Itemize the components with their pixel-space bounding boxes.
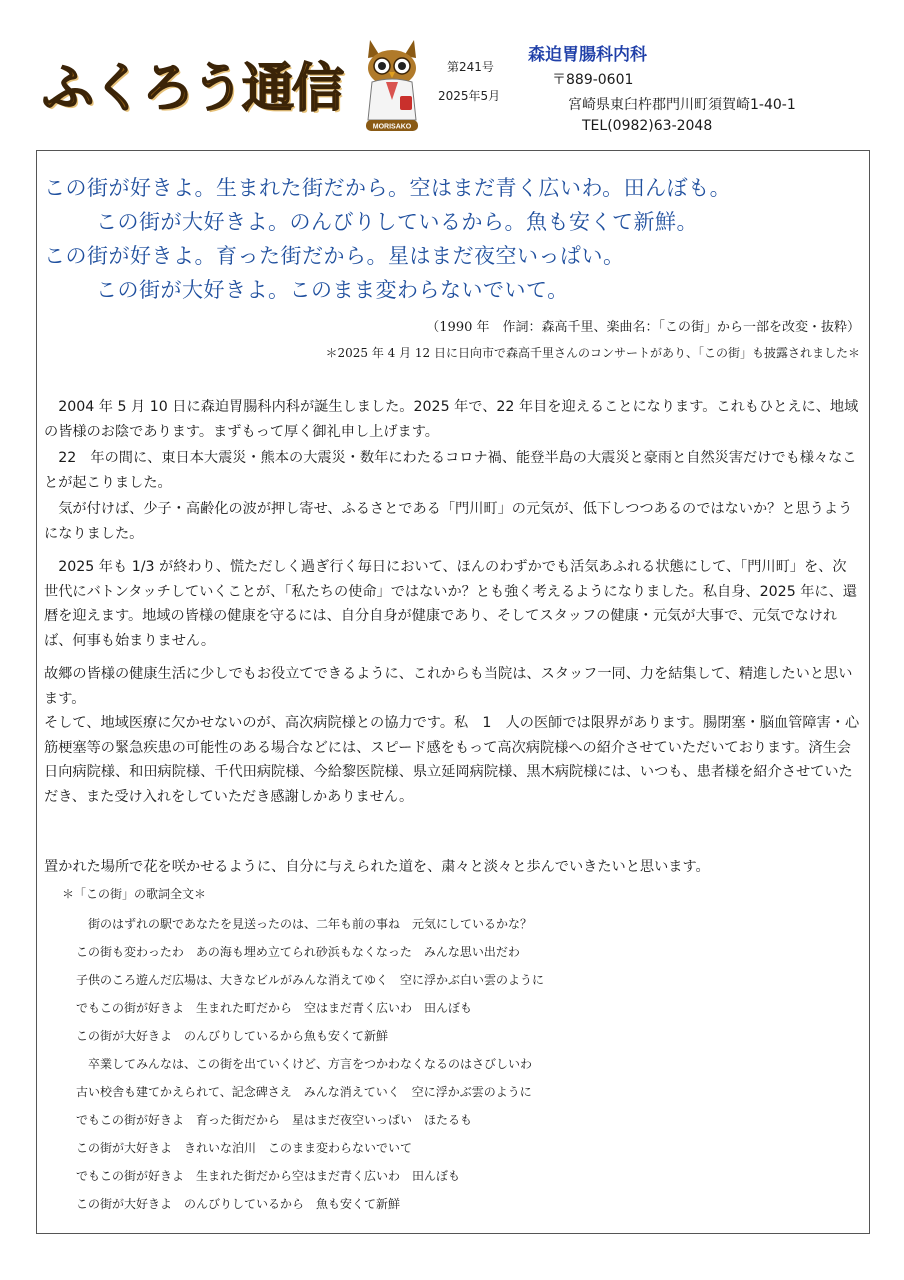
body-paragraph: 置かれた場所で花を咲かせるように、自分に与えられた道を、粛々と淡々と歩んでいきたいと思います。 (44, 859, 710, 875)
issue-number: 第241号 (447, 60, 494, 74)
newsletter-title: ふくろう通信 (42, 58, 343, 119)
logo-text: MORISAKO (372, 123, 412, 131)
lyrics-credit: （1990 年 作詞：森高千里、楽曲名：「この街」から一部を改変・抜粋） (426, 320, 860, 335)
body-paragraph: 2004 年 5 月 10 日に森迫胃腸科内科が誕生しました。2025 年で、22 年目を迎えることになります。これもひとえに、地域の皆様のお陰であります。まずもって厚く御礼申し上げます。 (44, 399, 859, 440)
lyric-verse-line: この街が大好きよ のんびりしているから魚も安くて新鮮 (76, 1029, 389, 1043)
body-paragraph: 気が付けば、少子・高齢化の波が押し寄せ、ふるさとである「門川町」の元気が、低下しつつあるのではないか？と思うようになりました。 (44, 501, 853, 542)
postal-code: 〒889-0601 (552, 72, 634, 88)
lyric-verse-line: この街が大好きよ のんびりしているから 魚も安くて新鮮 (76, 1197, 401, 1211)
lyric-verse-line: 子供のころ遊んだ広場は、大きなビルがみんな消えてゆく 空に浮かぶ白い雲のように (76, 973, 545, 987)
lyric-verse-line: でもこの街が好きよ 生まれた町だから 空はまだ青く広いわ 田んぼも (76, 1001, 473, 1015)
clinic-name: 森迫胃腸科内科 (528, 45, 647, 65)
full-lyrics-heading: ＊「この街」の歌詞全文＊ (62, 887, 207, 901)
body-paragraph: 2025 年も 1/3 が終わり、慌ただしく過ぎ行く毎日において、ほんのわずかでも活気あふれる状態にして、「門川町」を、次世代にバトンタッチしていくことが、「私たちの使命」ではないか？とも強く考えるようになりました。私自身、2025 年に、還暦を迎えます。地域の皆様の健康を守るには、自分自身が健康であり、そしてスタッフの健康・元気が大事で、元気でなければ、何事も始まりません。 (44, 559, 857, 649)
intro-lyric-line: この街が好きよ。育った街だから。星はまだ夜空いっぱい。 (44, 244, 625, 268)
body-paragraph: 22 年の間に、東日本大震災・熊本の大震災・数年にわたるコロナ禍、能登半島の大震災と豪雨と自然災害だけでも様々なことが起こりました。 (44, 450, 857, 491)
lyric-verse-line: 卒業してみんなは、この街を出ていくけど、方言をつかわなくなるのはさびしいわ (76, 1057, 533, 1071)
concert-note: ＊2025 年 4 月 12 日に日向市で森高千里さんのコンサートがあり、「この街」も披露されました＊ (325, 346, 860, 360)
body-paragraph: 故郷の皆様の健康生活に少しでもお役立てできるように、これからも当院は、スタッフ一同、力を結集して、精進したいと思います。 (44, 666, 853, 707)
body-paragraph: そして、地域医療に欠かせないのが、高次病院様との協力です。私 1 人の医師では限界があります。腸閉塞・脳血管障害・心筋梗塞等の緊急疾患の可能性のある場合などには、スピード感をもって高次病院様への紹介させていただいております。済生会日向病院様、和田病院様、千代田病院様、今給黎医院様、県立延岡病院様、黒木病院様には、いつも、患者様を紹介させていただき、また受け入れをしていただき感謝しかありません。 (44, 715, 860, 805)
intro-lyric-line: この街が大好きよ。このまま変わらないでいて。 (96, 278, 569, 302)
issue-date: 2025年5月 (438, 89, 501, 103)
lyric-verse-line: この街が大好きよ きれいな泊川 このまま変わらないでいて (76, 1141, 413, 1155)
lyric-verse-line: この街も変わったわ あの海も埋め立てられ砂浜もなくなった みんな思い出だわ (76, 945, 520, 959)
lyric-verse-line: 古い校舎も建てかえられて、記念碑さえ みんな消えていく 空に浮かぶ雲のように (76, 1085, 532, 1099)
owl-mascot-logo (356, 34, 428, 134)
clinic-address: 宮崎県東臼杵郡門川町須賀崎1-40-1 (568, 97, 796, 113)
clinic-phone: TEL(0982)63-2048 (582, 118, 713, 134)
intro-lyric-line: この街が好きよ。生まれた街だから。空はまだ青く広いわ。田んぼも。 (44, 176, 732, 200)
intro-lyric-line: この街が大好きよ。のんびりしているから。魚も安くて新鮮。 (96, 210, 698, 234)
lyric-verse-line: 街のはずれの駅であなたを見送ったのは、二年も前の事ね 元気にしているかな？ (76, 917, 533, 931)
lyric-verse-line: でもこの街が好きよ 生まれた街だから空はまだ青く広いわ 田んぼも (76, 1169, 461, 1183)
lyric-verse-line: でもこの街が好きよ 育った街だから 星はまだ夜空いっぱい ほたるも (76, 1113, 473, 1127)
